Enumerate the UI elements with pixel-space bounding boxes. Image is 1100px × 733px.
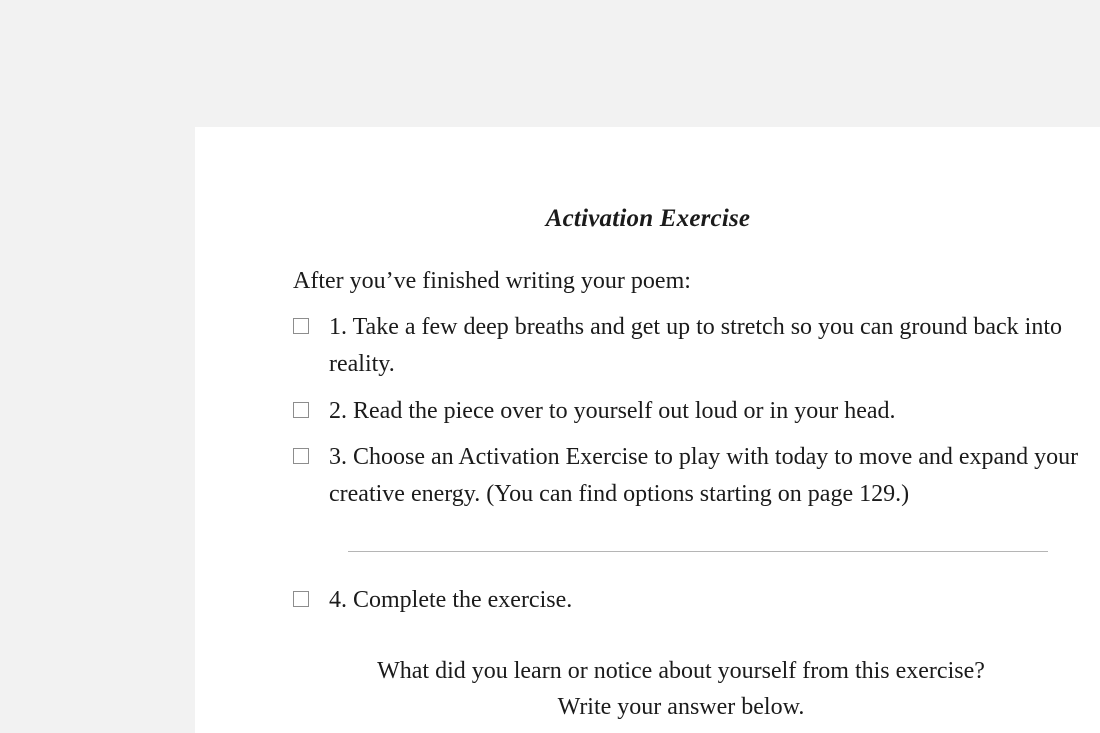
checklist-item-label: 3. Choose an Activation Exercise to play with today to move and expand your creative energy. (You can find options starting on page 129.) bbox=[329, 443, 1079, 507]
checkbox-icon[interactable] bbox=[293, 318, 309, 334]
checklist-secondary bbox=[293, 582, 1099, 619]
list-item[interactable] bbox=[293, 393, 1099, 430]
checklist-item-label: 1. Take a few deep breaths and get up to stretch so you can ground back into reality. bbox=[329, 314, 1062, 378]
list-item[interactable] bbox=[293, 582, 1099, 619]
document-sheet bbox=[195, 127, 1100, 733]
closing-instruction: Write your answer below. bbox=[557, 694, 805, 721]
document-body bbox=[293, 205, 1099, 725]
checklist-primary bbox=[293, 309, 1099, 513]
closing-question: What did you learn or notice about yourself from this exercise? bbox=[377, 658, 985, 685]
checklist-item-label: 2. Read the piece over to yourself out loud or in your head. bbox=[329, 397, 896, 424]
list-item[interactable] bbox=[293, 309, 1099, 383]
closing-prompt bbox=[293, 653, 1099, 725]
list-item[interactable] bbox=[293, 439, 1099, 513]
page-title: Activation Exercise bbox=[545, 205, 751, 232]
checklist-item-label: 4. Complete the exercise. bbox=[329, 587, 573, 614]
checkbox-icon[interactable] bbox=[293, 448, 309, 464]
section-divider bbox=[348, 551, 1048, 552]
intro-text: After you’ve finished writing your poem: bbox=[293, 268, 691, 294]
checkbox-icon[interactable] bbox=[293, 402, 309, 418]
checkbox-icon[interactable] bbox=[293, 591, 309, 607]
